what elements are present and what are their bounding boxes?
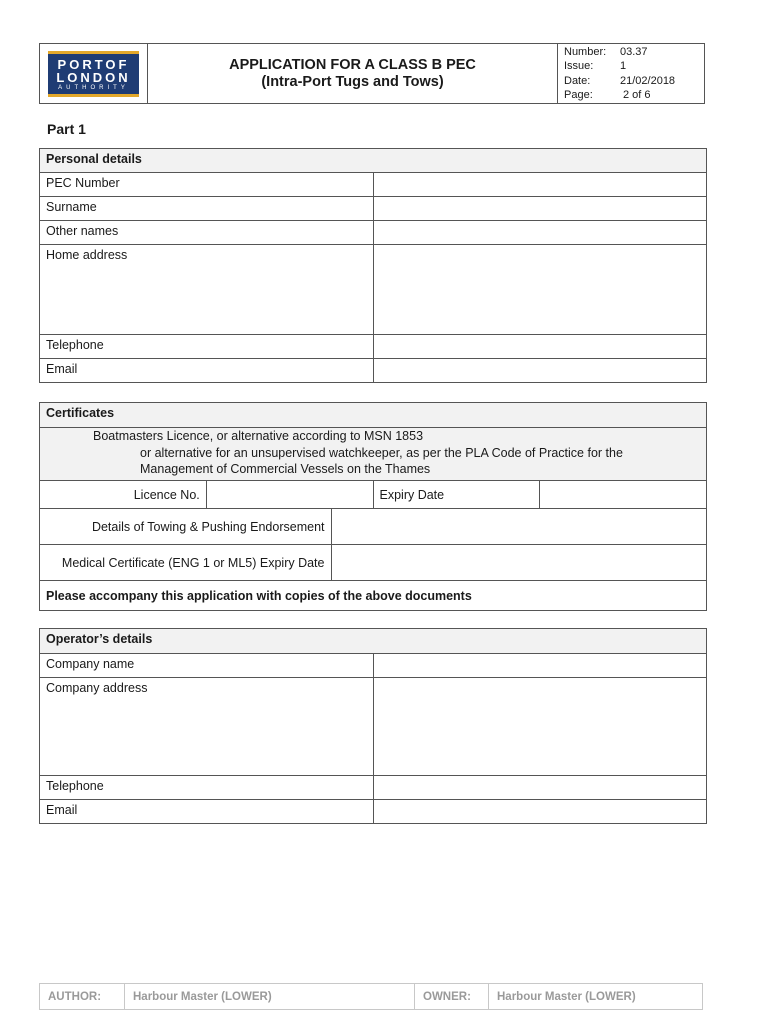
author-value: Harbour Master (LOWER) <box>125 984 415 1010</box>
accompany-notice: Please accompany this application with copies of the above documents <box>40 581 707 611</box>
certificates-table <box>39 402 707 611</box>
document-header <box>39 43 705 104</box>
document-title: APPLICATION FOR A CLASS B PEC <box>229 56 476 73</box>
document-meta <box>558 44 705 104</box>
licence-no-label: Licence No. <box>40 481 207 509</box>
operator-email-field[interactable] <box>373 800 707 824</box>
operator-details-table <box>39 628 707 824</box>
operator-telephone-field[interactable] <box>373 776 707 800</box>
company-address-field[interactable] <box>373 678 707 776</box>
owner-value: Harbour Master (LOWER) <box>489 984 703 1010</box>
part-title: Part 1 <box>47 121 86 137</box>
company-name-label: Company name <box>40 654 374 678</box>
meta-issue: Issue: 1 <box>564 60 627 72</box>
surname-field[interactable] <box>373 197 707 221</box>
operator-telephone-label: Telephone <box>40 776 374 800</box>
expiry-date-label: Expiry Date <box>373 481 540 509</box>
company-address-label: Company address <box>40 678 374 776</box>
logo-line-2: LONDON <box>56 69 131 85</box>
towing-endorsement-label: Details of Towing & Pushing Endorsement <box>40 509 331 544</box>
home-address-label: Home address <box>40 245 374 335</box>
company-name-field[interactable] <box>373 654 707 678</box>
licence-no-field[interactable] <box>206 481 373 509</box>
certificates-heading: Certificates <box>40 403 707 428</box>
surname-label: Surname <box>40 197 374 221</box>
pec-number-field[interactable] <box>373 173 707 197</box>
document-footer <box>39 983 703 1010</box>
email-field[interactable] <box>373 359 707 383</box>
other-names-field[interactable] <box>373 221 707 245</box>
logo-line-1: PORTOF <box>57 56 130 72</box>
email-label: Email <box>40 359 374 383</box>
meta-page: Page: 2 of 6 <box>564 89 651 101</box>
medical-certificate-label: Medical Certificate (ENG 1 or ML5) Expiry Date <box>40 545 331 580</box>
other-names-label: Other names <box>40 221 374 245</box>
logo-line-3: AUTHORITY <box>58 84 129 91</box>
pla-logo <box>48 51 139 97</box>
certificates-note: Boatmasters Licence, or alternative according to MSN 1853 or alternative for an unsupervised watchkeeper, as per the PLA Code of Practice for the Management of Commercial Vessels on the Thames <box>40 428 707 481</box>
expiry-date-field[interactable] <box>540 481 707 509</box>
medical-certificate-field[interactable] <box>331 545 706 580</box>
operator-details-heading: Operator’s details <box>40 629 707 654</box>
telephone-field[interactable] <box>373 335 707 359</box>
meta-number: Number: 03.37 <box>564 45 648 58</box>
personal-details-table <box>39 148 707 383</box>
home-address-field[interactable] <box>373 245 707 335</box>
author-key: AUTHOR: <box>40 984 125 1010</box>
pec-number-label: PEC Number <box>40 173 374 197</box>
owner-key: OWNER: <box>415 984 489 1010</box>
meta-date: Date: 21/02/2018 <box>564 74 676 87</box>
logo-cell <box>40 44 148 104</box>
towing-endorsement-field[interactable] <box>331 509 706 544</box>
operator-email-label: Email <box>40 800 374 824</box>
title-cell <box>148 44 558 104</box>
personal-details-heading: Personal details <box>40 149 707 173</box>
telephone-label: Telephone <box>40 335 374 359</box>
document-subtitle: (Intra-Port Tugs and Tows) <box>261 73 444 90</box>
